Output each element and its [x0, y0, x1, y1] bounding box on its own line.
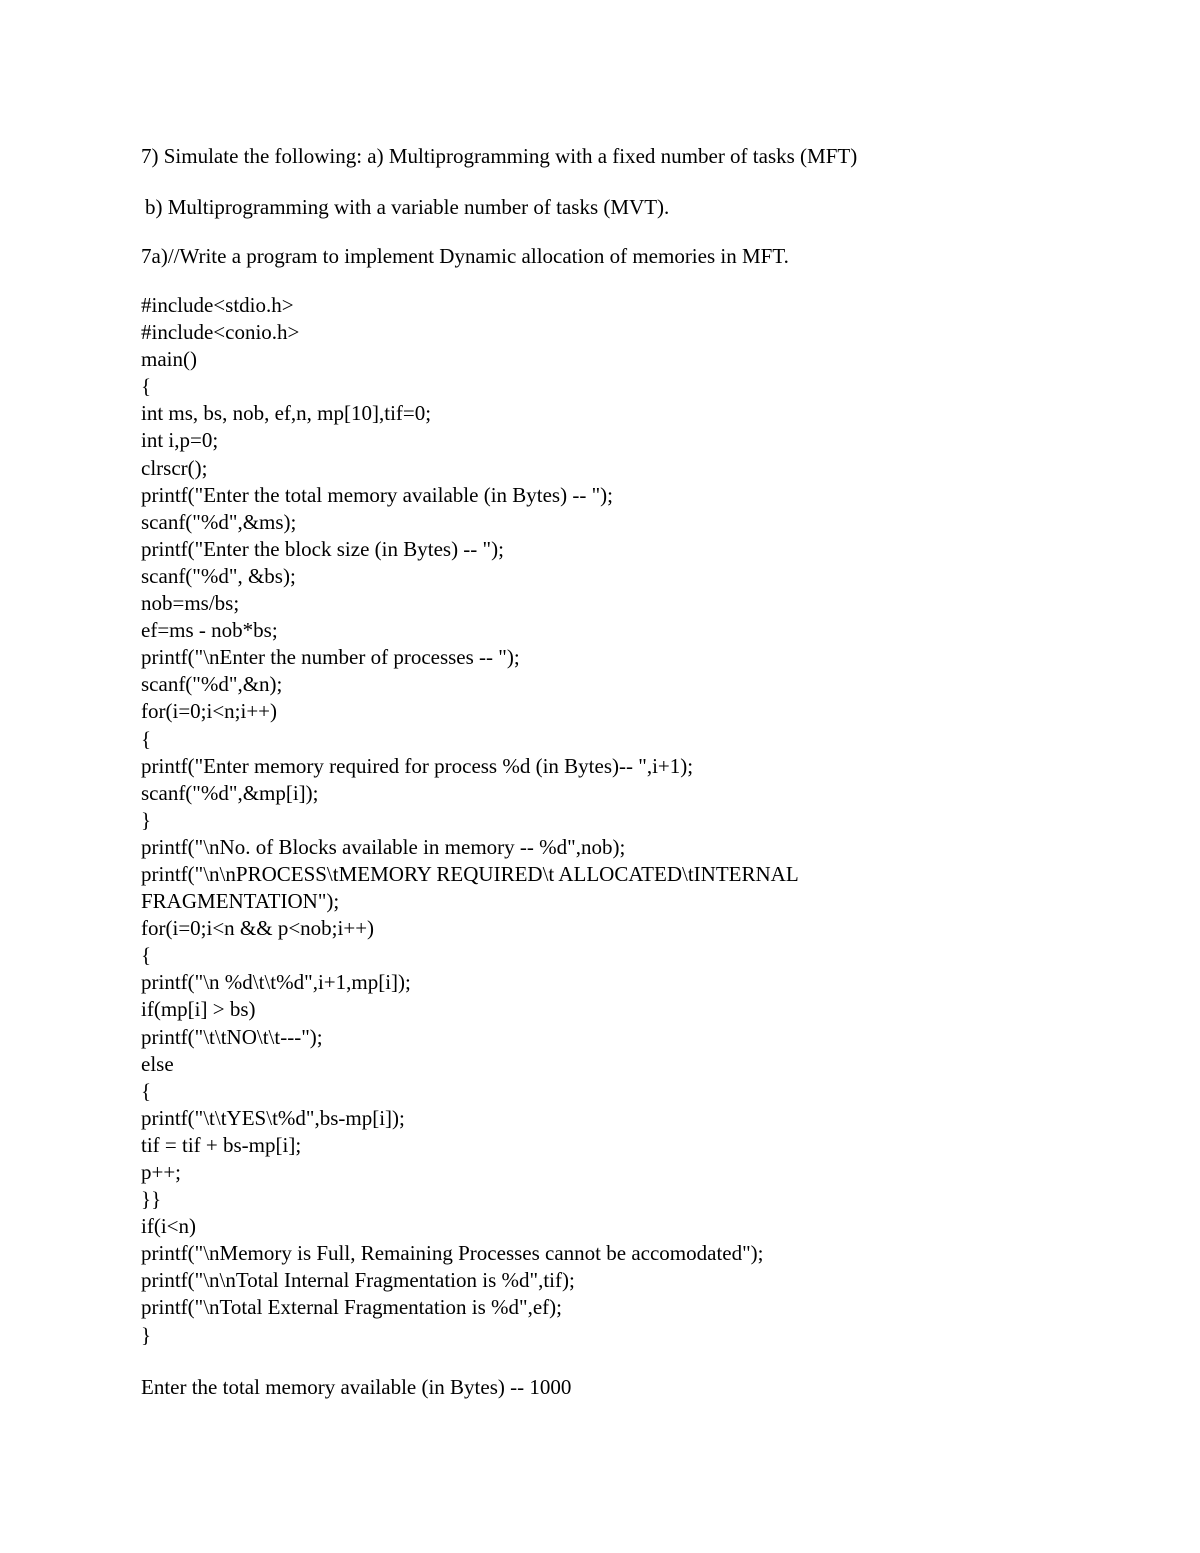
code-line: printf("\n\nTotal Internal Fragmentation is %d",tif); [141, 1268, 575, 1293]
program-title: 7a)//Write a program to implement Dynamic allocation of memories in MFT. [141, 244, 789, 268]
code-line: printf("Enter the total memory available (in Bytes) -- "); [141, 482, 613, 507]
code-line: }} [141, 1187, 162, 1212]
code-line: printf("\t\tNO\t\t---"); [141, 1024, 323, 1049]
program-output-line: Enter the total memory available (in Bytes) -- 1000 [141, 1375, 572, 1399]
code-line: else [141, 1051, 174, 1076]
code-line: printf("Enter memory required for process %d (in Bytes)-- ",i+1); [141, 753, 694, 778]
code-line: clrscr(); [141, 455, 208, 480]
code-line: nob=ms/bs; [141, 591, 240, 616]
code-line: printf("\nEnter the number of processes -- "); [141, 645, 520, 670]
code-line: { [141, 726, 152, 751]
code-line: printf("\t\tYES\t%d",bs-mp[i]); [141, 1105, 405, 1130]
code-line: scanf("%d",&n); [141, 672, 283, 697]
question-heading: 7) Simulate the following: a) Multiprogramming with a fixed number of tasks (MFT) [141, 144, 858, 168]
code-line: { [141, 943, 152, 968]
code-line: int i,p=0; [141, 428, 219, 453]
code-line: FRAGMENTATION"); [141, 889, 340, 914]
code-line: scanf("%d", &bs); [141, 563, 296, 588]
code-line: scanf("%d",&mp[i]); [141, 780, 319, 805]
code-line: main() [141, 347, 197, 372]
code-line: printf("\nTotal External Fragmentation is %d",ef); [141, 1295, 562, 1320]
code-line: for(i=0;i<n && p<nob;i++) [141, 916, 375, 941]
code-line: { [141, 1078, 152, 1103]
code-line: int ms, bs, nob, ef,n, mp[10],tif=0; [141, 401, 432, 426]
code-line: } [141, 1322, 152, 1347]
code-line: printf("Enter the block size (in Bytes) -- "); [141, 536, 504, 561]
code-line: if(i<n) [141, 1214, 196, 1239]
code-line: if(mp[i] > bs) [141, 997, 256, 1022]
code-line: printf("\nMemory is Full, Remaining Processes cannot be accomodated"); [141, 1241, 764, 1266]
question-heading-part-b: b) Multiprogramming with a variable number of tasks (MVT). [145, 195, 670, 219]
code-line: #include<stdio.h> [141, 293, 294, 317]
code-listing [141, 292, 799, 1349]
code-line: ef=ms - nob*bs; [141, 618, 278, 643]
code-line: { [141, 374, 152, 399]
code-line: printf("\n\nPROCESS\tMEMORY REQUIRED\t ALLOCATED\tINTERNAL [141, 861, 799, 886]
code-line: printf("\n %d\t\t%d",i+1,mp[i]); [141, 970, 411, 995]
code-line: scanf("%d",&ms); [141, 509, 297, 534]
code-line: } [141, 807, 152, 832]
code-line: p++; [141, 1160, 182, 1184]
code-line: #include<conio.h> [141, 320, 300, 345]
code-line: tif = tif + bs-mp[i]; [141, 1132, 302, 1157]
code-line: printf("\nNo. of Blocks available in memory -- %d",nob); [141, 834, 626, 859]
code-line: for(i=0;i<n;i++) [141, 699, 278, 724]
